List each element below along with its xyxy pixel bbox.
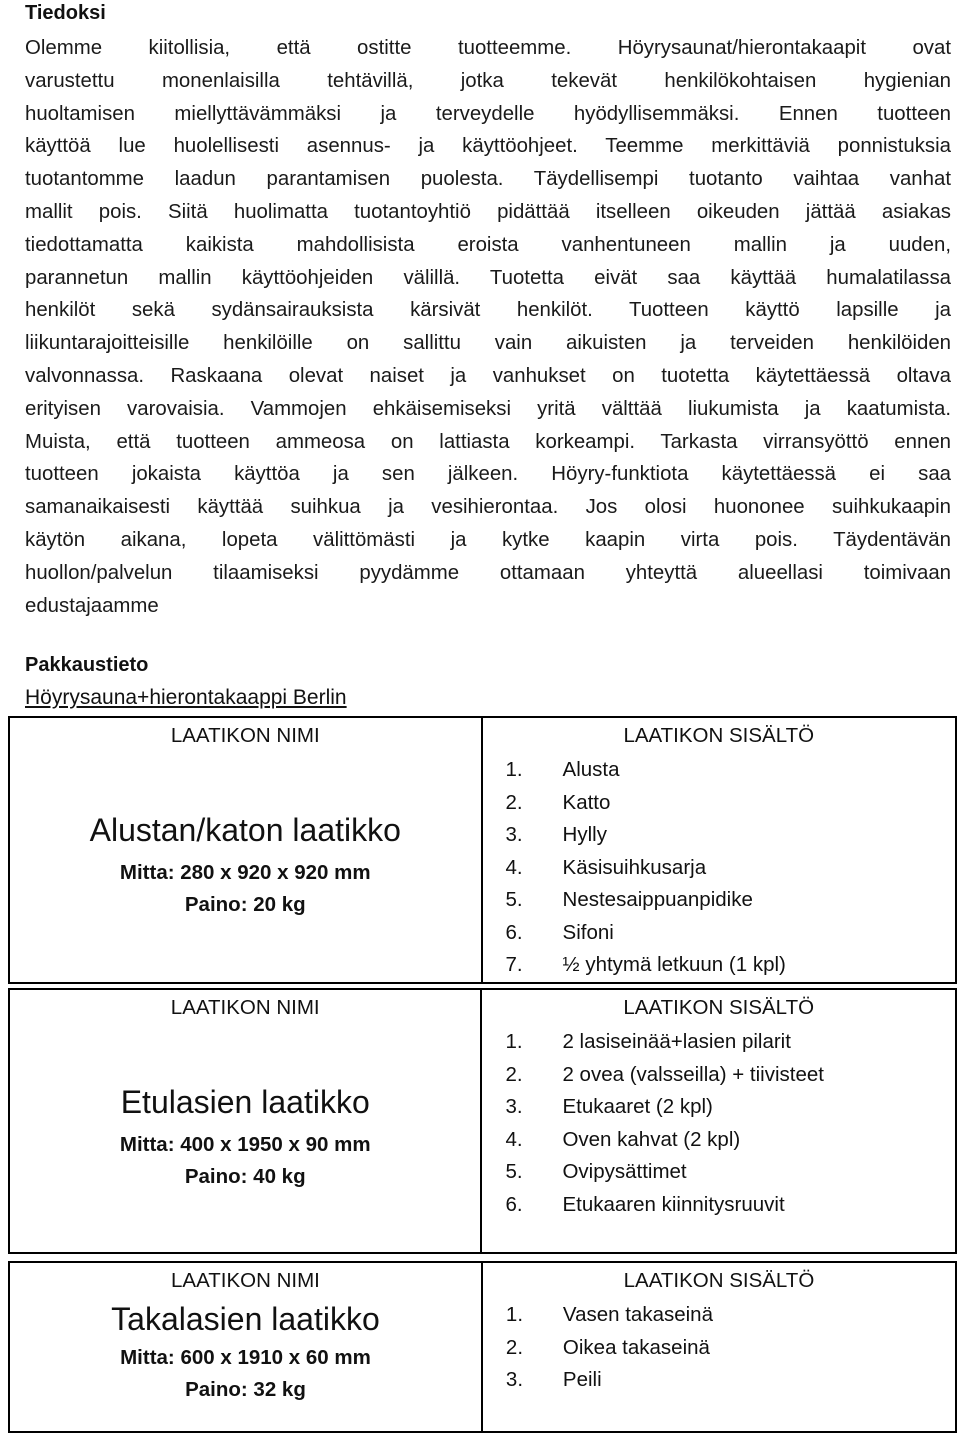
list-item: 2. Katto (505, 790, 611, 814)
paragraph-line: Muista, että tuotteen ammeosa on lattiasta korkeampi. Tarkasta virransyöttö ennen (25, 430, 951, 453)
contents-list (483, 754, 955, 982)
list-item: 1. Alusta (505, 758, 620, 781)
packaging-heading: Pakkaustieto (25, 654, 149, 676)
box-name: Takalasien laatikko (111, 1301, 380, 1337)
box-contents-cell (481, 989, 956, 1253)
list-item: 5. Nestesaippuanpidike (505, 888, 753, 911)
box-name-header: LAATIKON NIMI (170, 724, 320, 747)
list-item: 2. 2 ovea (valsseilla) + tiivisteet (505, 1062, 824, 1086)
box-table (8, 1261, 957, 1433)
list-item: 6. Sifoni (505, 920, 614, 944)
list-item: 3. Peili (505, 1368, 602, 1391)
box-weight: Paino: 32 kg (185, 1378, 306, 1401)
info-paragraph (25, 32, 951, 622)
contents-list (482, 1026, 955, 1221)
paragraph-line: erityisen varovaisia. Vammojen ehkäisemiseksi yritä välttää liukumista ja kaatumista. (25, 397, 951, 420)
box-name-header: LAATIKON NIMI (171, 1269, 320, 1292)
list-item: 5. Ovipysättimet (505, 1160, 687, 1183)
box-name: Etulasien laatikko (120, 1084, 370, 1120)
box-dimensions: Mitta: 280 x 920 x 920 mm (119, 861, 371, 884)
box-dimensions: Mitta: 600 x 1910 x 60 mm (120, 1346, 371, 1369)
paragraph-line: tuotantomme laadun parantamisen puolesta. Täydellisempi tuotanto vaihtaa vanhat (25, 168, 951, 191)
box-name-header: LAATIKON NIMI (170, 996, 320, 1019)
box-weight: Paino: 40 kg (184, 1165, 306, 1188)
list-item: 4. Käsisuihkusarja (505, 855, 707, 879)
box-contents-header: LAATIKON SISÄLTÖ (623, 724, 815, 747)
list-item: 1. 2 lasiseinää+lasien pilarit (505, 1030, 791, 1053)
paragraph-line: tuotteen jokaista käyttöa ja sen jälkeen. Höyry-funktiota käytettäessä ei saa (25, 463, 951, 486)
box-contents-cell (482, 1262, 956, 1432)
box-table (8, 988, 957, 1254)
box-contents-cell (482, 717, 956, 983)
box-name-cell (9, 1262, 482, 1432)
list-item: 4. Oven kahvat (2 kpl) (505, 1127, 741, 1151)
paragraph-line: varustettu monenlaisilla tehtävillä, jotka tekevät henkilökohtaisen hygienian (25, 69, 951, 92)
box-table (8, 716, 957, 984)
paragraph-line: tiedottamatta kaikista mahdollisista eroista vanhentuneen mallin ja uuden, (25, 233, 951, 256)
paragraph-line: käytön aikana, lopeta välittömästi ja kytke kaapin virta pois. Täydentävän (25, 528, 951, 551)
paragraph-line: edustajaamme (25, 594, 159, 617)
box-contents-header: LAATIKON SISÄLTÖ (623, 996, 815, 1019)
paragraph-line: Olemme kiitollisia, että ostitte tuotteemme. Höyrysaunat/hierontakaapit ovat (25, 37, 951, 59)
box-dimensions: Mitta: 400 x 1950 x 90 mm (119, 1133, 371, 1156)
list-item: 6. Etukaaren kiinnitysruuvit (505, 1192, 785, 1216)
box-weight: Paino: 20 kg (184, 893, 306, 916)
paragraph-line: henkilöt sekä sydänsairauksista kärsivät henkilöt. Tuotteen käyttö lapsille ja (25, 299, 951, 322)
paragraph-line: huoltamisen miellyttävämmäksi ja terveydelle hyödyllisemmäksi. Ennen tuotteen (25, 102, 951, 125)
paragraph-line: käyttöä lue huolellisesti asennus- ja käyttöohjeet. Teemme merkittäviä ponnistuksia (25, 135, 951, 158)
paragraph-line: huollon/palvelun tilaamiseksi pyydämme ottamaan yhteyttä alueellasi toimivaan (25, 561, 951, 584)
box-name: Alustan/katon laatikko (89, 812, 401, 848)
paragraph-line: liikuntarajoitteisille henkilöille on sallittu vain aikuisten ja terveiden henkilöiden (25, 332, 951, 355)
contents-list (483, 1299, 955, 1397)
paragraph-line: samanaikaisesti käyttää suihkua ja vesihierontaa. Jos olosi huononee suihkukaapin (25, 496, 951, 519)
product-name: Höyrysauna+hierontakaappi Berlin (25, 686, 347, 709)
list-item: 2. Oikea takaseinä (505, 1335, 710, 1359)
list-item: 7. ½ yhtymä letkuun (1 kpl) (505, 953, 786, 976)
list-item: 3. Hylly (505, 823, 607, 846)
paragraph-line: mallit pois. Siitä huolimatta tuotantoyhtiö pidättää itselleen oikeuden jättää asiakas (25, 200, 951, 223)
box-name-cell (9, 717, 482, 983)
list-item: 3. Etukaaret (2 kpl) (505, 1095, 713, 1118)
paragraph-line: valvonnassa. Raskaana olevat naiset ja vanhukset on tuotetta käytettäessä oltava (25, 364, 951, 387)
info-heading: Tiedoksi (25, 2, 106, 24)
paragraph-line: parannetun mallin käyttöohjeiden välillä. Tuotetta eivät saa käyttää humalatilassa (25, 266, 951, 289)
box-name-cell (9, 989, 481, 1253)
list-item: 1. Vasen takaseinä (505, 1303, 713, 1326)
box-contents-header: LAATIKON SISÄLTÖ (623, 1269, 815, 1292)
